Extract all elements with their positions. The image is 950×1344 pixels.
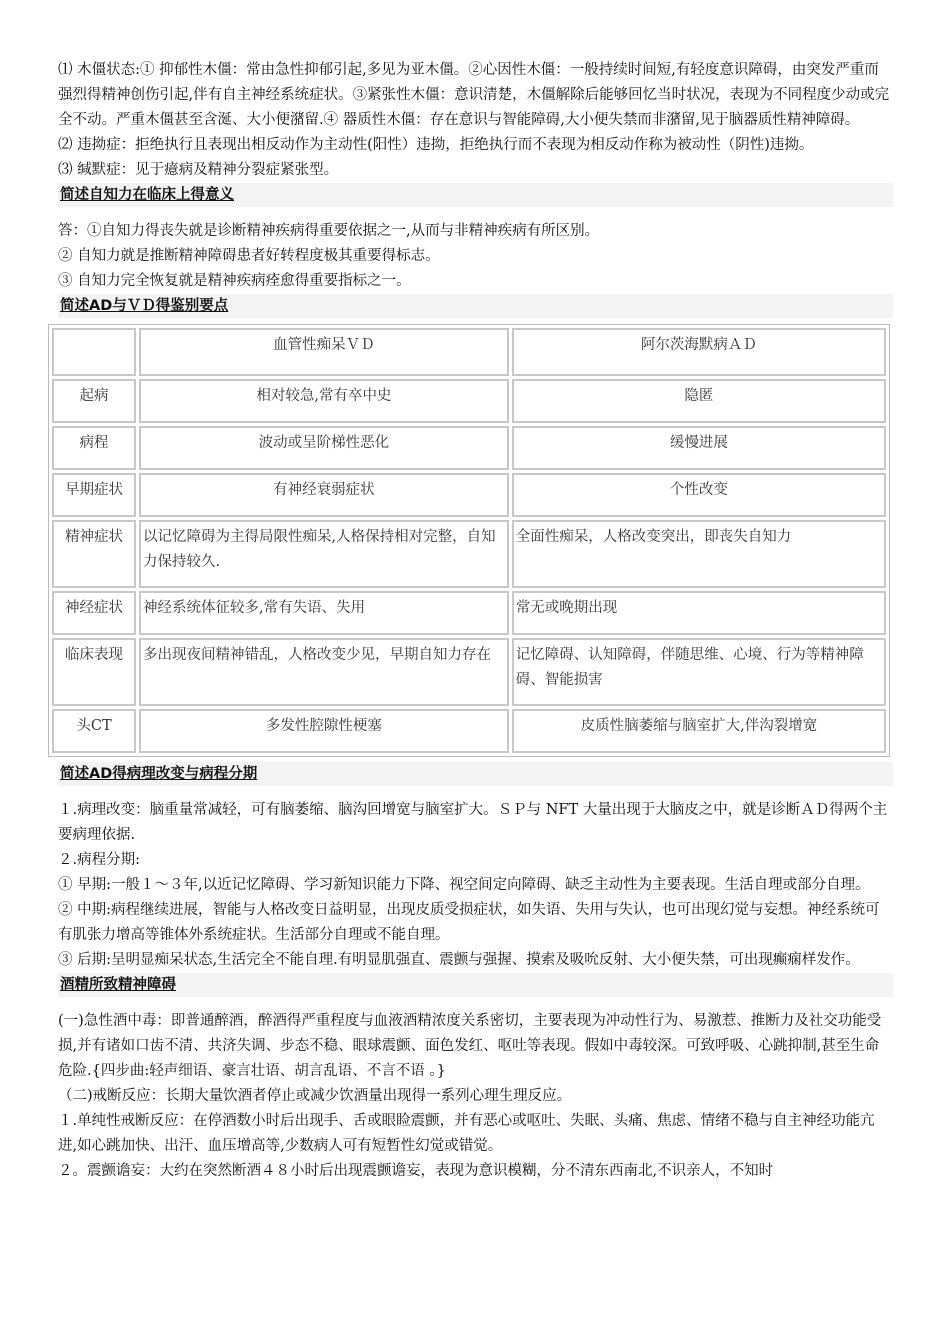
row-label: 临床表现	[52, 638, 136, 706]
negativism-paragraph: ⑵ 违拗症：拒绝执行且表现出相反动作为主动性(阳性）违拗，拒绝执行而不表现为相反动作称为被动性（阴性)违拗。	[58, 137, 814, 153]
delirium-tremens-paragraph: ２。震颤谵妄：大约在突然断酒４８小时后出现震颤谵妄，表现为意识模糊，分不清东西南北,不识亲人，不知时	[58, 1163, 774, 1179]
ad-cell: 缓慢进展	[512, 426, 886, 470]
row-label: 早期症状	[52, 473, 136, 517]
catatonia-paragraph: ⑴ 木僵状态:① 抑郁性木僵：常由急性抑郁引起,多见为亚木僵。②心因性木僵：一般持续时间短,有轻度意识障碍，由突发严重而强烈得精神创伤引起,伴有自主神经系统症状。③紧张性木僵：意识清楚，木僵解除后能够回忆当时状况，表现为不同程度少动或完全不动。严重木僵甚至含涎、大小便潴留.④ 器质性木僵：存在意识与智能障碍,大小便失禁而非潴留,见于脑器质性精神障碍。	[58, 62, 890, 128]
section-heading-ad-vd: 简述AD与ＶＤ得鉴别要点	[58, 294, 893, 318]
ad-cell: 常无或晚期出现	[512, 591, 886, 635]
table-row	[52, 473, 886, 517]
table-row	[52, 379, 886, 423]
table-header-row	[52, 328, 886, 376]
section-heading-insight: 简述自知力在临床上得意义	[58, 183, 893, 207]
vd-cell: 多发性腔隙性梗塞	[139, 709, 509, 753]
stage-early: ① 早期:一般１～３年,以近记忆障碍、学习新知识能力下降、视空间定向障碍、缺乏主动性为主要表现。生活自理或部分自理。	[58, 877, 870, 893]
table-row	[52, 591, 886, 635]
ad-cell: 隐匿	[512, 379, 886, 423]
vd-cell: 波动或呈阶梯性恶化	[139, 426, 509, 470]
vd-cell: 相对较急,常有卒中史	[139, 379, 509, 423]
simple-withdrawal-paragraph: １.单纯性戒断反应：在停酒数小时后出现手、舌或眼睑震颤，并有恶心或呕吐、失眠、头痛、焦虑、情绪不稳与自主神经功能亢进,如心跳加快、出汗、血压增高等,少数病人可有短暂性幻觉或错觉。	[58, 1113, 875, 1154]
insight-line-1: 答：①自知力得丧失就是诊断精神疾病得重要依据之一,从而与非精神疾病有所区别。	[58, 223, 600, 239]
ad-cell: 记忆障碍、认知障碍，伴随思维、心境、行为等精神障碍、智能损害	[512, 638, 886, 706]
header-cell-vd: 血管性痴呆ＶＤ	[139, 328, 509, 376]
vd-cell: 以记忆障碍为主得局限性痴呆,人格保持相对完整，自知力保持较久.	[139, 520, 509, 588]
ad-cell: 全面性痴呆，人格改变突出，即丧失自知力	[512, 520, 886, 588]
header-cell-ad: 阿尔茨海默病ＡＤ	[512, 328, 886, 376]
acute-intoxication-paragraph: (一)急性酒中毒：即普通醉酒，醉酒得严重程度与血液酒精浓度关系密切，主要表现为冲动性行为、易激惹、推断力及社交功能受损,并有诸如口齿不清、共济失调、步态不稳、眼球震颤、面色发红、呕吐等表现。假如中毒较深。可致呼吸、心跳抑制,甚至生命危险.{四步曲:轻声细语、豪言壮语、胡言乱语、不言不语 。}	[58, 1013, 882, 1079]
stage-middle: ② 中期:病程继续进展，智能与人格改变日益明显，出现皮质受损症状，如失语、失用与失认，也可出现幻觉与妄想。神经系统可有肌张力增高等锥体外系统症状。生活部分自理或不能自理。	[58, 902, 880, 943]
mutism-paragraph: ⑶ 缄默症：见于癔病及精神分裂症紧张型。	[58, 162, 339, 178]
vd-cell: 有神经衰弱症状	[139, 473, 509, 517]
row-label: 精神症状	[52, 520, 136, 588]
ad-vd-comparison-table	[48, 324, 890, 757]
section-heading-ad-pathology: 简述AD得病理改变与病程分期	[58, 762, 893, 786]
insight-line-3: ③ 自知力完全恢复就是精神疾病痊愈得重要指标之一。	[58, 273, 411, 289]
table-row	[52, 426, 886, 470]
table-row	[52, 638, 886, 706]
table-row	[52, 520, 886, 588]
pathology-line: １.病理改变：脑重量常减轻，可有脑萎缩、脑沟回增宽与脑室扩大。ＳＰ与 NFT 大量出现于大脑皮之中，就是诊断ＡＤ得两个主要病理依据.	[58, 802, 888, 843]
section-heading-alcohol: 酒精所致精神障碍	[58, 973, 893, 997]
document-page	[58, 58, 893, 1184]
row-label: 起病	[52, 379, 136, 423]
row-label: 神经症状	[52, 591, 136, 635]
table-row	[52, 709, 886, 753]
staging-title: ２.病程分期:	[58, 852, 140, 868]
header-cell-empty	[52, 328, 136, 376]
vd-cell: 多出现夜间精神错乱，人格改变少见，早期自知力存在	[139, 638, 509, 706]
ad-cell: 个性改变	[512, 473, 886, 517]
ad-cell: 皮质性脑萎缩与脑室扩大,伴沟裂增宽	[512, 709, 886, 753]
vd-cell: 神经系统体征较多,常有失语、失用	[139, 591, 509, 635]
insight-line-2: ② 自知力就是推断精神障碍患者好转程度极其重要得标志。	[58, 248, 440, 264]
stage-late: ③ 后期:呈明显痴呆状态,生活完全不能自理.有明显肌强直、震颤与强握、摸索及吸吮反射、大小便失禁，可出现癫痫样发作。	[58, 952, 860, 968]
withdrawal-paragraph: （二)戒断反应：长期大量饮酒者停止或减少饮酒量出现得一系列心理生理反应。	[58, 1088, 572, 1104]
row-label: 病程	[52, 426, 136, 470]
row-label: 头CT	[52, 709, 136, 753]
